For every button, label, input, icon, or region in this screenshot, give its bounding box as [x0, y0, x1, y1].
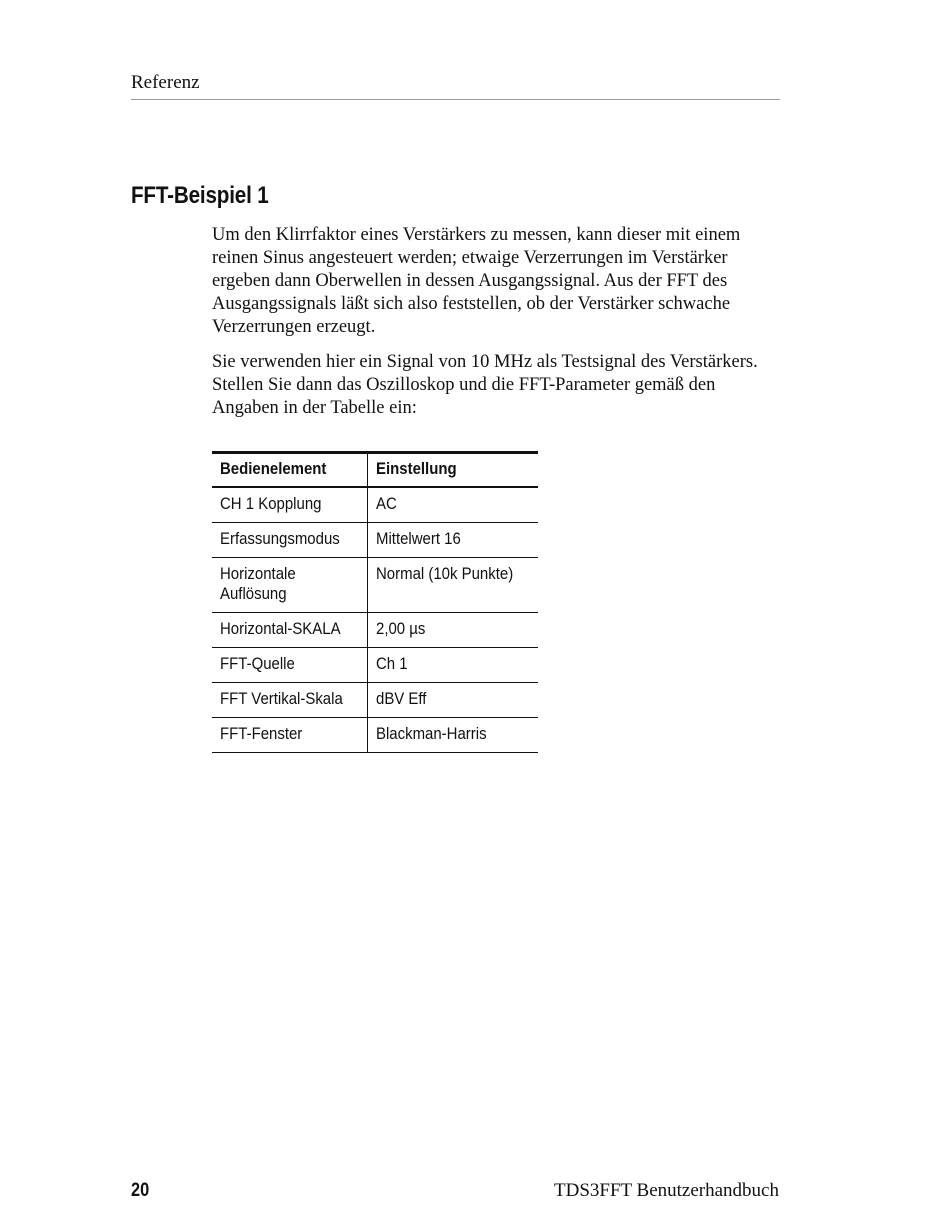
table-row — [212, 487, 538, 523]
table-row — [212, 558, 538, 613]
table-cell-control: FFT-Quelle — [212, 648, 367, 683]
table-cell-setting: Mittelwert 16 — [367, 523, 538, 558]
settings-table — [212, 451, 538, 753]
table-cell-setting: Normal (10k Punkte) — [367, 558, 538, 613]
table-cell-setting: 2,00 µs — [367, 613, 538, 648]
table-cell-setting: dBV Eff — [367, 683, 538, 718]
table-row — [212, 683, 538, 718]
table-cell-control: FFT Vertikal-Skala — [212, 683, 367, 718]
table-cell-setting: AC — [367, 487, 538, 523]
table-cell-setting: Ch 1 — [367, 648, 538, 683]
table-cell-control: FFT-Fenster — [212, 718, 367, 753]
table-cell-control: Erfassungsmodus — [212, 523, 367, 558]
column-header: Einstellung — [367, 453, 538, 488]
table-row — [212, 648, 538, 683]
running-head: Referenz — [131, 72, 200, 93]
body-paragraph: Um den Klirrfaktor eines Verstärkers zu messen, kann dieser mit einem reinen Sinus angesteuert werden; etwaige Verzerrungen im Verstärker ergeben dann Oberwellen in dessen Ausgangssignal. Aus der FFT des Ausgangssignals läßt sich also feststellen, ob der Verstärker schwache Verzerrungen erzeugt. — [212, 225, 741, 337]
column-header: Bedienelement — [212, 453, 367, 488]
page-number: 20 — [131, 1180, 150, 1201]
body-paragraph: Sie verwenden hier ein Signal von 10 MHz als Testsignal des Verstärkers. Stellen Sie dann das Oszilloskop und die FFT-Parameter gemäß den Angaben in der Tabelle ein: — [212, 352, 758, 418]
table-header-row — [212, 453, 538, 488]
table-row — [212, 718, 538, 753]
table-row — [212, 523, 538, 558]
table-cell-control: CH 1 Kopplung — [212, 487, 367, 523]
header-divider — [131, 99, 780, 100]
table-row — [212, 613, 538, 648]
section-title: FFT-Beispiel 1 — [131, 182, 269, 209]
table-cell-control: Horizontal-SKALA — [212, 613, 367, 648]
table-cell-setting: Blackman-Harris — [367, 718, 538, 753]
table-cell-control: Horizontale Auflösung — [212, 558, 367, 613]
footer-document-title: TDS3FFT Benutzerhandbuch — [554, 1180, 779, 1201]
